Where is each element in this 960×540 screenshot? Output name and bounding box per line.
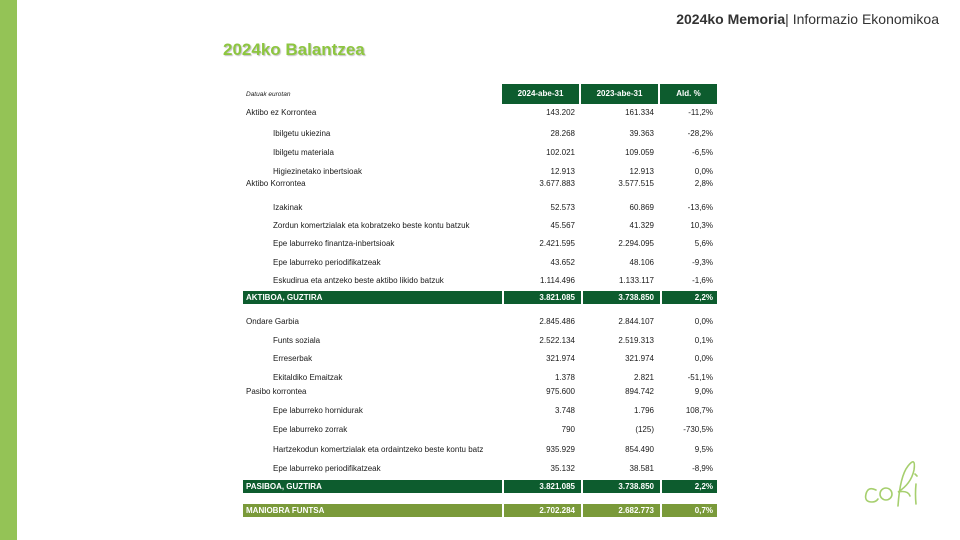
value-change: -730,5% bbox=[683, 424, 713, 434]
table-row-item bbox=[243, 126, 717, 140]
value-2023: 894.742 bbox=[625, 387, 654, 396]
row-label: Aktibo Korrontea bbox=[246, 179, 306, 188]
value-2023: 109.059 bbox=[625, 147, 654, 157]
value-2024: 28.268 bbox=[550, 128, 575, 138]
value-change: -6,5% bbox=[692, 147, 713, 157]
value-2023: 41.329 bbox=[629, 220, 654, 230]
col-header-2024: 2024-abe-31 bbox=[502, 84, 579, 104]
row-label: Hartzekodun komertzialak eta ordaintzeko beste kontu batz bbox=[273, 444, 484, 454]
table-row-item bbox=[243, 273, 717, 287]
row-label: Eskudirua eta antzeko beste aktibo likido batzuk bbox=[273, 275, 444, 285]
page-title: 2024ko Balantzea bbox=[223, 40, 365, 59]
value-change: 0,7% bbox=[660, 504, 717, 517]
value-2023: 2.821 bbox=[633, 372, 654, 382]
value-change: 9,5% bbox=[694, 444, 713, 454]
col-header-2023: 2023-abe-31 bbox=[581, 84, 658, 104]
value-change: 2,2% bbox=[660, 480, 717, 493]
table-row-item bbox=[243, 200, 717, 214]
value-2024: 3.748 bbox=[554, 405, 575, 415]
table-row-item bbox=[243, 351, 717, 365]
table-row-item bbox=[243, 164, 717, 178]
table-row-item bbox=[243, 218, 717, 232]
table-row-item bbox=[243, 236, 717, 250]
table-row-section bbox=[243, 317, 717, 326]
value-change: 0,0% bbox=[694, 353, 713, 363]
value-2023: 48.106 bbox=[629, 257, 654, 267]
row-label: Pasibo korrontea bbox=[246, 387, 307, 396]
value-2023: 3.577.515 bbox=[618, 179, 654, 188]
value-2024: 2.522.134 bbox=[539, 335, 575, 345]
table-row-item bbox=[243, 145, 717, 159]
value-2023: 321.974 bbox=[625, 353, 654, 363]
row-label: Ibilgetu ukiezina bbox=[273, 128, 331, 138]
value-2024: 1.378 bbox=[554, 372, 575, 382]
row-label: Epe laburreko zorrak bbox=[273, 424, 348, 434]
value-2023: 161.334 bbox=[625, 108, 654, 117]
value-change: -51,1% bbox=[687, 372, 713, 382]
value-2024: 2.702.284 bbox=[502, 504, 579, 517]
value-2024: 790 bbox=[561, 424, 575, 434]
header-subtitle: | Informazio Ekonomikoa bbox=[785, 11, 939, 27]
value-2024: 1.114.496 bbox=[540, 275, 575, 285]
table-row-total bbox=[243, 480, 717, 493]
value-2024: 12.913 bbox=[550, 166, 575, 176]
row-label: Ondare Garbia bbox=[246, 317, 299, 326]
table-row-section bbox=[243, 387, 717, 396]
value-change: 0,0% bbox=[694, 317, 713, 326]
value-2024: 143.202 bbox=[546, 108, 575, 117]
header-memoria: 2024ko Memoria bbox=[676, 11, 786, 27]
col-header-change: Ald. % bbox=[660, 84, 717, 104]
value-2023: 2.682.773 bbox=[581, 504, 658, 517]
table-row-total bbox=[243, 291, 717, 304]
value-change: -9,3% bbox=[692, 257, 713, 267]
value-2023: 2.294.095 bbox=[618, 238, 654, 248]
cofi-logo bbox=[862, 440, 932, 520]
value-change: 2,8% bbox=[694, 179, 713, 188]
row-label: Aktibo ez Korrontea bbox=[246, 108, 317, 117]
row-label: Epe laburreko periodifikatzeak bbox=[273, 257, 381, 267]
value-2024: 35.132 bbox=[550, 463, 575, 473]
left-accent-bar bbox=[0, 0, 17, 540]
table-row-fund bbox=[243, 504, 717, 517]
value-2023: 3.738.850 bbox=[581, 291, 658, 304]
row-label: PASIBOA, GUZTIRA bbox=[246, 482, 322, 491]
value-change: -1,6% bbox=[692, 275, 713, 285]
row-label: Funts soziala bbox=[273, 335, 321, 345]
row-label: AKTIBOA, GUZTIRA bbox=[246, 293, 323, 302]
row-label: Epe laburreko finantza-inbertsioak bbox=[273, 238, 395, 248]
value-change: 10,3% bbox=[690, 220, 713, 230]
table-row-item bbox=[243, 422, 717, 436]
value-change: 5,6% bbox=[694, 238, 713, 248]
value-2024: 3.821.085 bbox=[502, 291, 579, 304]
value-2023: 3.738.850 bbox=[581, 480, 658, 493]
value-2023: 39.363 bbox=[629, 128, 654, 138]
value-2024: 321.974 bbox=[546, 353, 575, 363]
table-row-item bbox=[243, 370, 717, 384]
value-change: -8,9% bbox=[692, 463, 713, 473]
value-2024: 52.573 bbox=[550, 202, 575, 212]
value-2023: 854.490 bbox=[625, 444, 654, 454]
value-change: -28,2% bbox=[687, 128, 713, 138]
value-2023: 2.844.107 bbox=[618, 317, 654, 326]
row-label: Epe laburreko hornidurak bbox=[273, 405, 363, 415]
value-change: -13,6% bbox=[687, 202, 713, 212]
value-2024: 2.845.486 bbox=[539, 317, 575, 326]
row-label: MANIOBRA FUNTSA bbox=[246, 506, 325, 515]
value-2024: 935.929 bbox=[546, 444, 575, 454]
table-row-item bbox=[243, 255, 717, 269]
value-2024: 43.652 bbox=[550, 257, 575, 267]
value-2023: (125) bbox=[635, 424, 654, 434]
page-header bbox=[676, 11, 939, 27]
table-header-row bbox=[243, 84, 717, 104]
value-2023: 1.796 bbox=[633, 405, 654, 415]
value-2024: 975.600 bbox=[546, 387, 575, 396]
value-2024: 45.567 bbox=[550, 220, 575, 230]
value-change: 0,0% bbox=[694, 166, 713, 176]
value-change: 2,2% bbox=[660, 291, 717, 304]
row-label: Epe laburreko periodifikatzeak bbox=[273, 463, 381, 473]
table-row-item bbox=[243, 461, 717, 475]
value-2023: 1.133.117 bbox=[619, 275, 654, 285]
row-label: Ibilgetu materiala bbox=[273, 147, 334, 157]
value-2023: 12.913 bbox=[629, 166, 654, 176]
row-label: Zordun komertzialak eta kobratzeko beste kontu batzuk bbox=[273, 220, 470, 230]
value-2023: 2.519.313 bbox=[618, 335, 654, 345]
value-change: 0,1% bbox=[694, 335, 713, 345]
row-label: Higiezinetako inbertsioak bbox=[273, 166, 362, 176]
row-label: Ekitaldiko Emaitzak bbox=[273, 372, 343, 382]
row-label: Izakinak bbox=[273, 202, 303, 212]
value-2024: 3.821.085 bbox=[502, 480, 579, 493]
value-2024: 2.421.595 bbox=[539, 238, 575, 248]
value-change: 9,0% bbox=[694, 387, 713, 396]
value-2024: 3.677.883 bbox=[539, 179, 575, 188]
table-row-section bbox=[243, 179, 717, 188]
value-2023: 60.869 bbox=[629, 202, 654, 212]
units-note: Datuak eurotan bbox=[246, 90, 291, 98]
value-change: 108,7% bbox=[685, 405, 713, 415]
value-2024: 102.021 bbox=[546, 147, 575, 157]
table-row-item bbox=[243, 403, 717, 417]
value-2023: 38.581 bbox=[629, 463, 654, 473]
value-change: -11,2% bbox=[688, 108, 713, 117]
table-row-item bbox=[243, 442, 717, 456]
table-row-section bbox=[243, 108, 717, 117]
table-row-item bbox=[243, 333, 717, 347]
row-label: Erreserbak bbox=[273, 353, 313, 363]
